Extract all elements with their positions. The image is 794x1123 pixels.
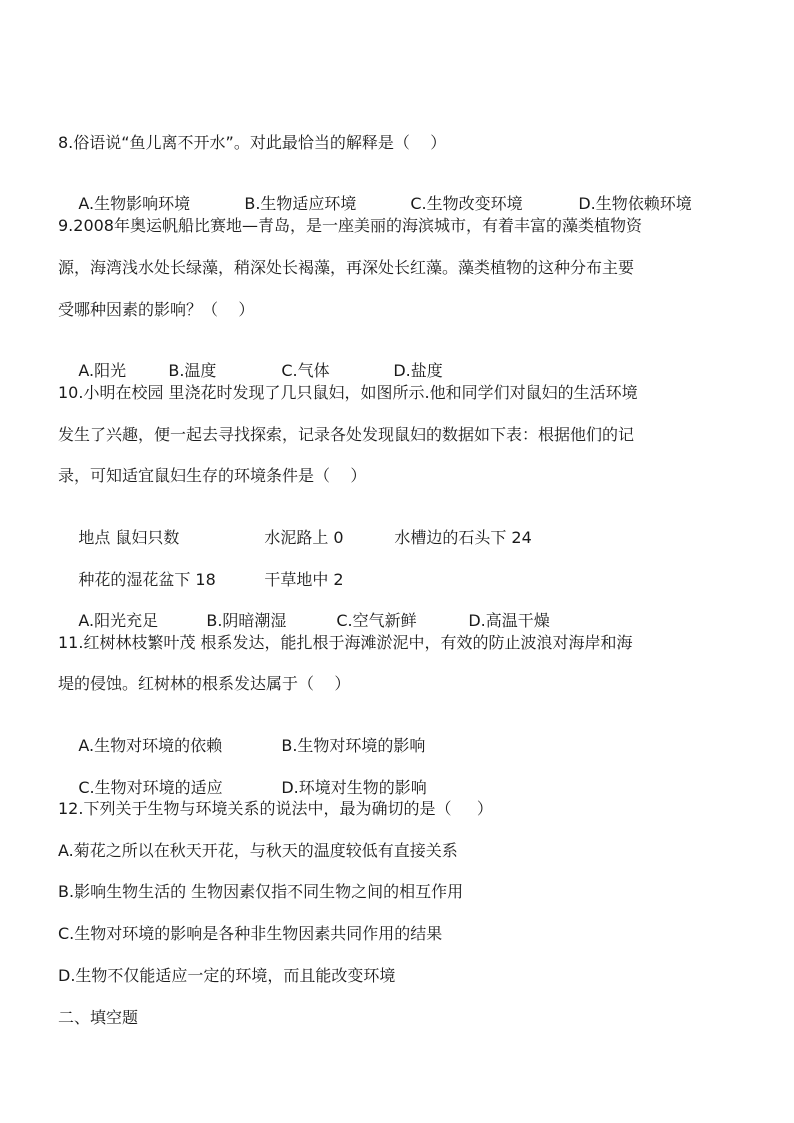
option-b: B.生物对环境的影响 [281, 736, 426, 755]
table-cell: 地点 鼠妇只数 [78, 528, 180, 547]
option-c: C.空气新鲜 [336, 611, 417, 630]
option-c: C.生物改变环境 [410, 194, 523, 213]
question-10-stem-line-2: 发生了兴趣，便一起去寻找探索，记录各处发现鼠妇的数据如下表：根据他们的记 [58, 425, 635, 444]
table-cell: 干草地中 2 [264, 570, 344, 589]
option-c: C.生物对环境的适应 [78, 778, 223, 797]
question-9-stem-line-3: 受哪种因素的影响？（ ） [58, 300, 255, 319]
question-12-option-b: B.影响生物生活的 生物因素仅指不同生物之间的相互作用 [58, 882, 464, 901]
option-b: B.阴暗潮湿 [206, 611, 287, 630]
question-9-stem-line-1: 9.2008年奥运帆船比赛地—青岛，是一座美丽的海滨城市，有着丰富的藻类植物资 [58, 216, 642, 235]
question-12-option-d: D.生物不仅能适应一定的环境，而且能改变环境 [58, 966, 396, 985]
option-d: D.高温干燥 [468, 611, 550, 630]
question-8-stem: 8.俗语说“鱼儿离不开水”。对此最恰当的解释是（ ） [58, 133, 447, 152]
option-b: B.生物适应环境 [244, 194, 357, 213]
question-11-stem-line-1: 11.红树林枝繁叶茂 根系发达，能扎根于海滩淤泥中，有效的防止波浪对海岸和海 [58, 633, 633, 652]
option-d: D.环境对生物的影响 [281, 778, 427, 797]
option-d: D.生物依赖环境 [578, 194, 692, 213]
question-12-option-c: C.生物对环境的影响是各种非生物因素共同作用的结果 [58, 924, 443, 943]
option-c: C.气体 [281, 361, 330, 380]
table-cell: 种花的湿花盆下 18 [78, 570, 216, 589]
question-9-stem-line-2: 源，海湾浅水处长绿藻，稍深处长褐藻，再深处长红藻。藻类植物的这种分布主要 [58, 258, 635, 277]
option-a: A.生物影响环境 [78, 194, 191, 213]
question-10-stem-line-1: 10.小明在校园 里浇花时发现了几只鼠妇，如图所示.他和同学们对鼠妇的生活环境 [58, 383, 638, 402]
option-a: A.生物对环境的依赖 [78, 736, 223, 755]
table-cell: 水槽边的石头下 24 [394, 528, 532, 547]
question-12-option-a: A.菊花之所以在秋天开花，与秋天的温度较低有直接关系 [58, 841, 458, 860]
option-b: B.温度 [168, 361, 217, 380]
option-a: A.阳光 [78, 361, 127, 380]
option-d: D.盐度 [393, 361, 443, 380]
section-heading: 二、填空题 [58, 1008, 139, 1027]
question-11-stem-line-2: 堤的侵蚀。红树林的根系发达属于（ ） [58, 674, 351, 693]
option-a: A.阳光充足 [78, 611, 159, 630]
table-cell: 水泥路上 0 [264, 528, 344, 547]
question-12-stem: 12.下列关于生物与环境关系的说法中，最为确切的是（ ） [58, 799, 493, 818]
question-10-stem-line-3: 录，可知适宜鼠妇生存的环境条件是（ ） [58, 466, 367, 485]
